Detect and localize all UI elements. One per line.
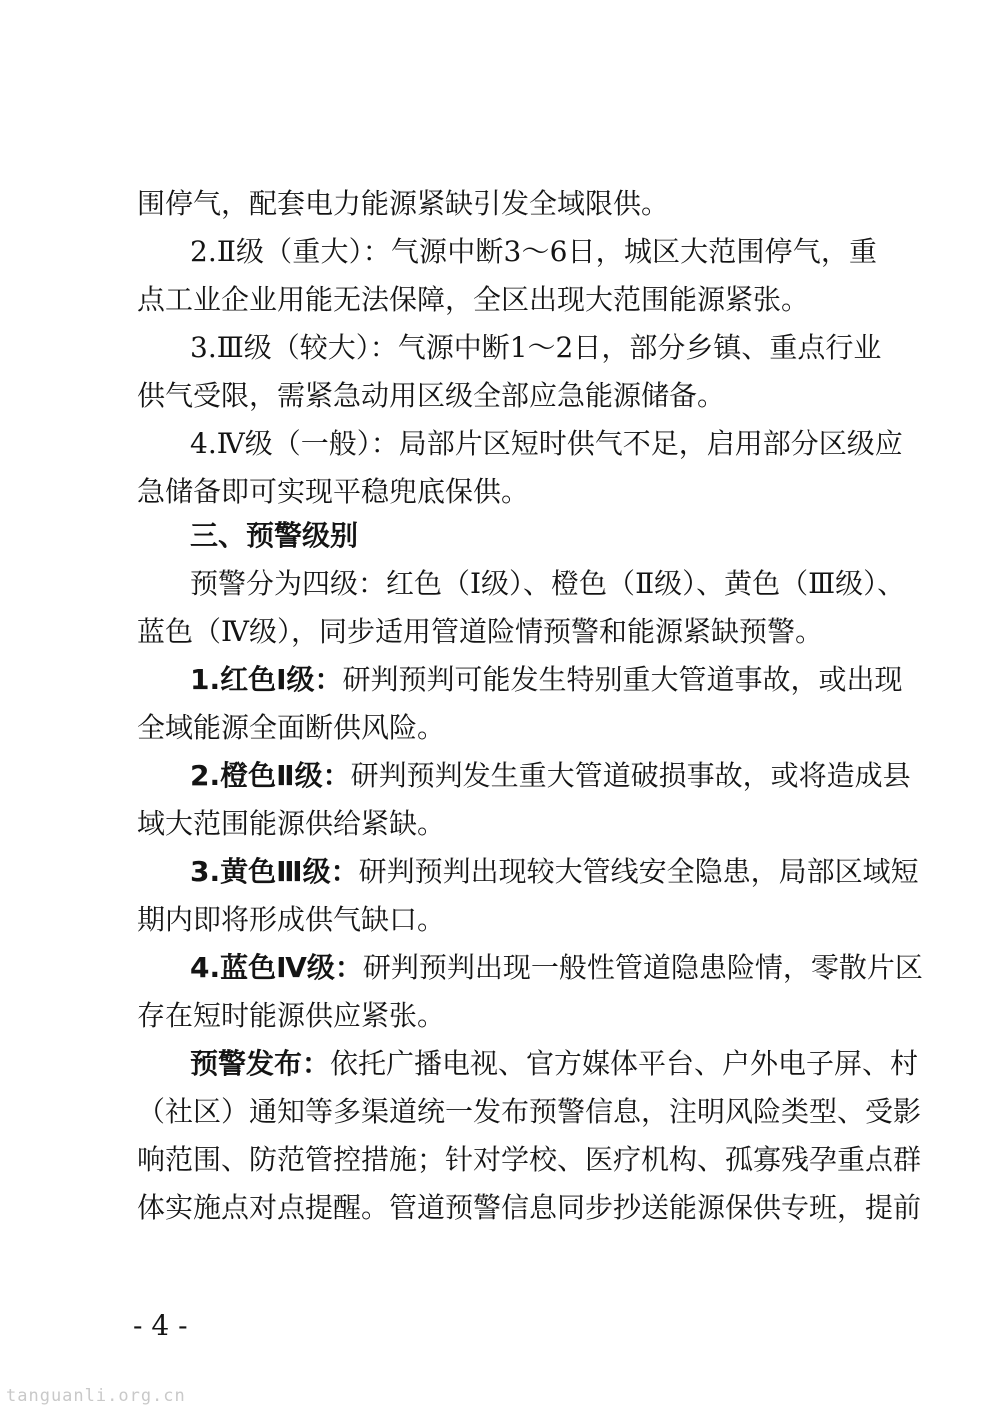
paragraph-line: 域大范围能源供给紧缺。 — [137, 807, 446, 840]
paragraph-line: 响范围、防范管控措施；针对学校、医疗机构、孤寡残孕重点群 — [137, 1143, 922, 1176]
paragraph-line: 全域能源全面断供风险。 — [137, 711, 446, 744]
blue-level-label: 4.蓝色Ⅳ级： — [190, 951, 363, 984]
paragraph-line-yellow-level — [190, 848, 919, 896]
paragraph-line: 2.Ⅱ级（重大）：气源中断3～6日，城区大范围停气，重 — [190, 235, 877, 268]
paragraph-line: 供气受限，需紧急动用区级全部应急能源储备。 — [137, 379, 726, 412]
paragraph-line: 预警分为四级：红色（Ⅰ级）、橙色（Ⅱ级）、黄色（Ⅲ级）、 — [190, 567, 906, 600]
paragraph-line: 点工业企业用能无法保障，全区出现大范围能源紧张。 — [137, 283, 810, 316]
paragraph-line-blue-level — [190, 944, 923, 992]
yellow-level-label: 3.黄色Ⅲ级： — [190, 855, 359, 888]
paragraph-line: 蓝色（Ⅳ级），同步适用管道险情预警和能源紧缺预警。 — [137, 615, 823, 648]
paragraph-line-warning-publish — [190, 1040, 919, 1088]
paragraph-line: 围停气，配套电力能源紧缺引发全域限供。 — [137, 187, 670, 220]
paragraph-line-red-level — [190, 656, 903, 704]
section-heading: 三、预警级别 — [190, 519, 359, 552]
blue-level-text: 研判预判出现一般性管道隐患险情，零散片区 — [362, 951, 923, 984]
paragraph-line: 期内即将形成供气缺口。 — [137, 903, 446, 936]
paragraph-line: 存在短时能源供应紧张。 — [137, 999, 446, 1032]
paragraph-line: （社区）通知等多渠道统一发布预警信息，注明风险类型、受影 — [137, 1095, 922, 1128]
paragraph-line: 4.Ⅳ级（一般）：局部片区短时供气不足，启用部分区级应 — [190, 427, 903, 460]
yellow-level-text: 研判预判出现较大管线安全隐患，局部区域短 — [358, 855, 919, 888]
paragraph-line: 3.Ⅲ级（较大）：气源中断1～2日，部分乡镇、重点行业 — [190, 331, 882, 364]
page-number: - 4 - — [133, 1309, 188, 1342]
warning-publish-text: 依托广播电视、官方媒体平台、户外电子屏、村 — [330, 1047, 919, 1080]
watermark-text: tanguanli.org.cn — [6, 1386, 186, 1406]
orange-level-text: 研判预判发生重大管道破损事故，或将造成县 — [350, 759, 911, 792]
paragraph-line: 体实施点对点提醒。管道预警信息同步抄送能源保供专班，提前 — [137, 1191, 922, 1224]
red-level-text: 研判预判可能发生特别重大管道事故，或出现 — [342, 663, 903, 696]
orange-level-label: 2.橙色Ⅱ级： — [190, 759, 351, 792]
paragraph-line-orange-level — [190, 752, 911, 800]
warning-publish-label: 预警发布： — [190, 1047, 331, 1080]
paragraph-line: 急储备即可实现平稳兜底保供。 — [137, 475, 530, 508]
red-level-label: 1.红色Ⅰ级： — [190, 663, 343, 696]
